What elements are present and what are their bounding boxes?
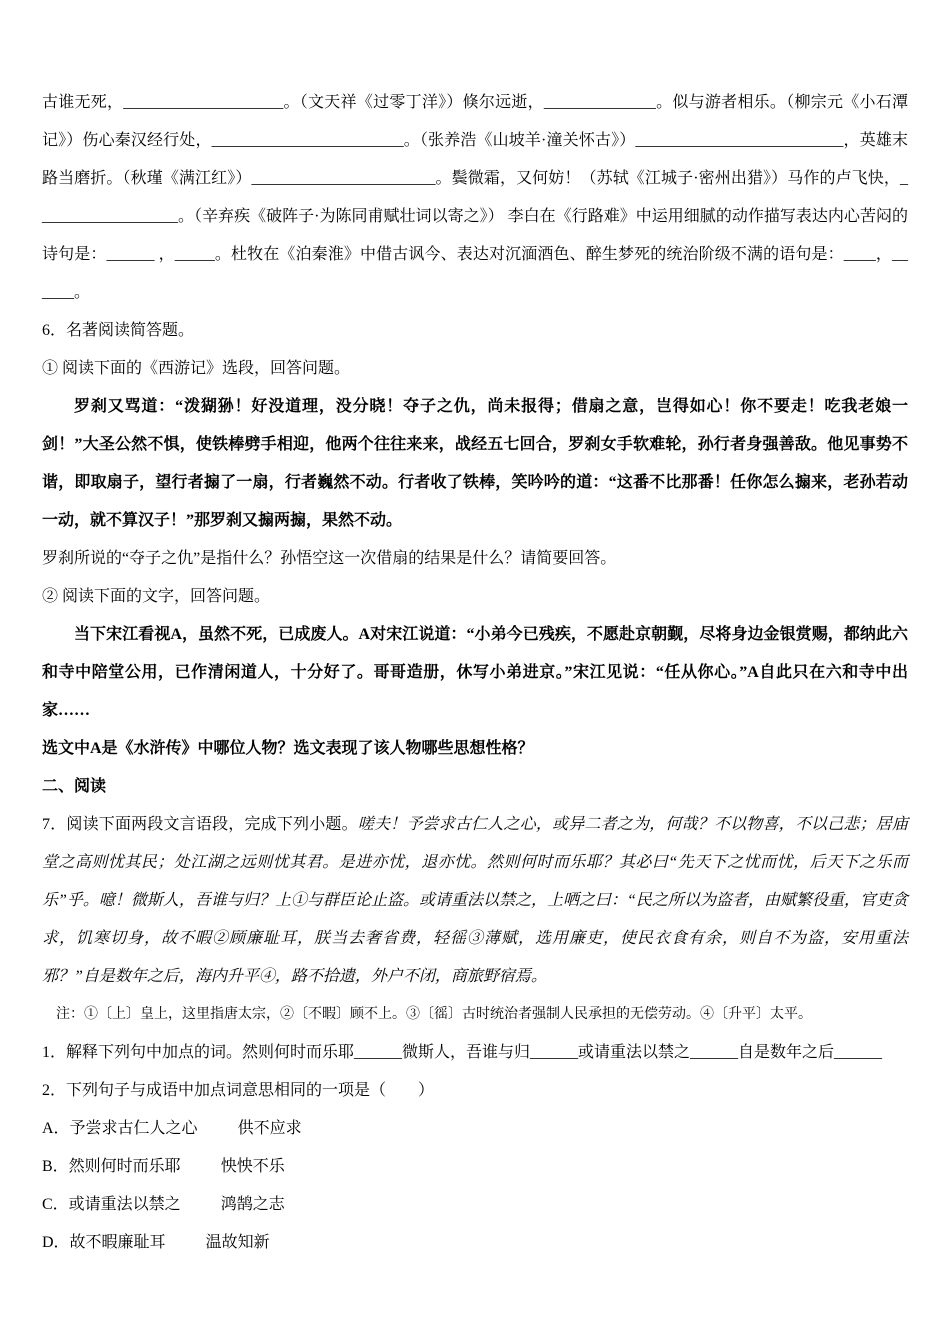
q7-intro: 7．阅读下面两段文言语段，完成下列小题。 [42, 816, 358, 833]
q6-passage-shuihu: 当下宋江看视A，虽然不死，已成废人。A对宋江说道：“小弟今已残疾，不愿赴京朝觐，尽将身边金银赏赐，都纳此六和寺中陪堂公用，已作清闲道人，十分好了。哥哥造册，休写小弟进京。”宋江见说：“任从你心。”A自此只在六和寺中出家…… [42, 626, 908, 719]
q6-heading: 6．名著阅读简答题。 [42, 322, 195, 339]
option-idiom: 供不应求 [237, 1120, 302, 1137]
option-clause: A．予尝求古仁人之心 [42, 1120, 198, 1137]
option-idiom: 鸿鹄之志 [220, 1196, 285, 1213]
section2-heading: 二、阅读 [42, 778, 107, 795]
q7-option-c [42, 1186, 908, 1224]
option-idiom: 温故知新 [205, 1234, 270, 1251]
option-clause: C．或请重法以禁之 [42, 1196, 181, 1213]
q7-option-a [42, 1110, 908, 1148]
q6-passage-xiyouji: 罗刹又骂道：“泼猢狲！好没道理，没分晓！夺子之仇，尚未报得；借扇之意，岂得如心！你不要走！吃我老娘一剑！”大圣公然不惧，使铁棒劈手相迎，他两个往往来来，战经五七回合，罗刹女手软难轮，孙行者身强善敌。他见事势不谐，即取扇子，望行者搧了一扇，行者巍然不动。行者收了铁棒，笑吟吟的道：“这番不比那番！任你怎么搧来，老孙若动一动，就不算汉子！”那罗刹又搧两搧，果然不动。 [42, 398, 908, 529]
q7-note: 注：①〔上〕皇上，这里指唐太宗，②〔不暇〕顾不上。③〔徭〕古时统治者强制人民承担的无偿劳动。④〔升平〕太平。 [56, 1007, 812, 1022]
option-clause: B．然则何时而乐耶 [42, 1158, 181, 1175]
q6-question1: 罗刹所说的“夺子之仇”是指什么？孙悟空这一次借扇的结果是什么？请简要回答。 [42, 550, 617, 567]
q6-part1-intro: ① 阅读下面的《西游记》选段，回答问题。 [42, 360, 351, 377]
q7-option-b [42, 1148, 908, 1186]
q7-intro-and-passage [42, 806, 908, 996]
q7-sub2-stem: 2．下列句子与成语中加点词意思相同的一项是（ ） [42, 1082, 435, 1099]
option-idiom: 怏怏不乐 [220, 1158, 285, 1175]
q6-part2-intro: ② 阅读下面的文字，回答问题。 [42, 588, 271, 605]
q7-sub1: 1．解释下列句中加点的词。然则何时而乐耶______微斯人，吾谁与归______或请重法以禁之______自是数年之后______ [42, 1044, 883, 1061]
fill-in-blanks-paragraph: 古谁无死，____________________。（文天祥《过零丁洋》）倏尔远逝，______________。似与游者相乐。（柳宗元《小石潭记》）伤心秦汉经行处，________________________。（张养浩《山坡羊·潼关怀古》）__________________________，英雄末路当磨折。（秋瑾《满江红》）_______________________。鬓微霜，又何妨！（苏轼《江城子·密州出猎》）马作的卢飞快，__________________。（辛弃疾《破阵子·为陈同甫赋壮词以寄之》） 李白在《行路难》中运用细腻的动作描写表达内心苦闷的诗句是：______ ，_____。杜牧在《泊秦淮》中借古讽今、表达对沉湎酒色、醉生梦死的统治阶级不满的语句是：____，______。 [42, 94, 908, 301]
q6-question2: 选文中A是《水浒传》中哪位人物？选文表现了该人物哪些思想性格？ [42, 740, 534, 757]
q7-option-d [42, 1224, 908, 1262]
q7-classical-passage: 嗟夫！予尝求古仁人之心，或异二者之为，何哉？不以物喜，不以己悲；居庙堂之高则忧其民；处江湖之远则忧其君。是进亦忧，退亦忧。然则何时而乐耶？其必曰“先天下之忧而忧，后天下之乐而乐”乎。噫！微斯人，吾谁与归？上①与群臣论止盗。或请重法以禁之，上哂之曰：“民之所以为盗者，由赋繁役重，官吏贪求，饥寒切身，故不暇②顾廉耻耳，朕当去奢省费，轻徭③薄赋，选用廉吏，使民衣食有余，则自不为盗，安用重法邪？”自是数年之后，海内升平④，路不拾遗，外户不闭，商旅野宿焉。 [42, 816, 908, 985]
option-clause: D．故不暇廉耻耳 [42, 1234, 166, 1251]
